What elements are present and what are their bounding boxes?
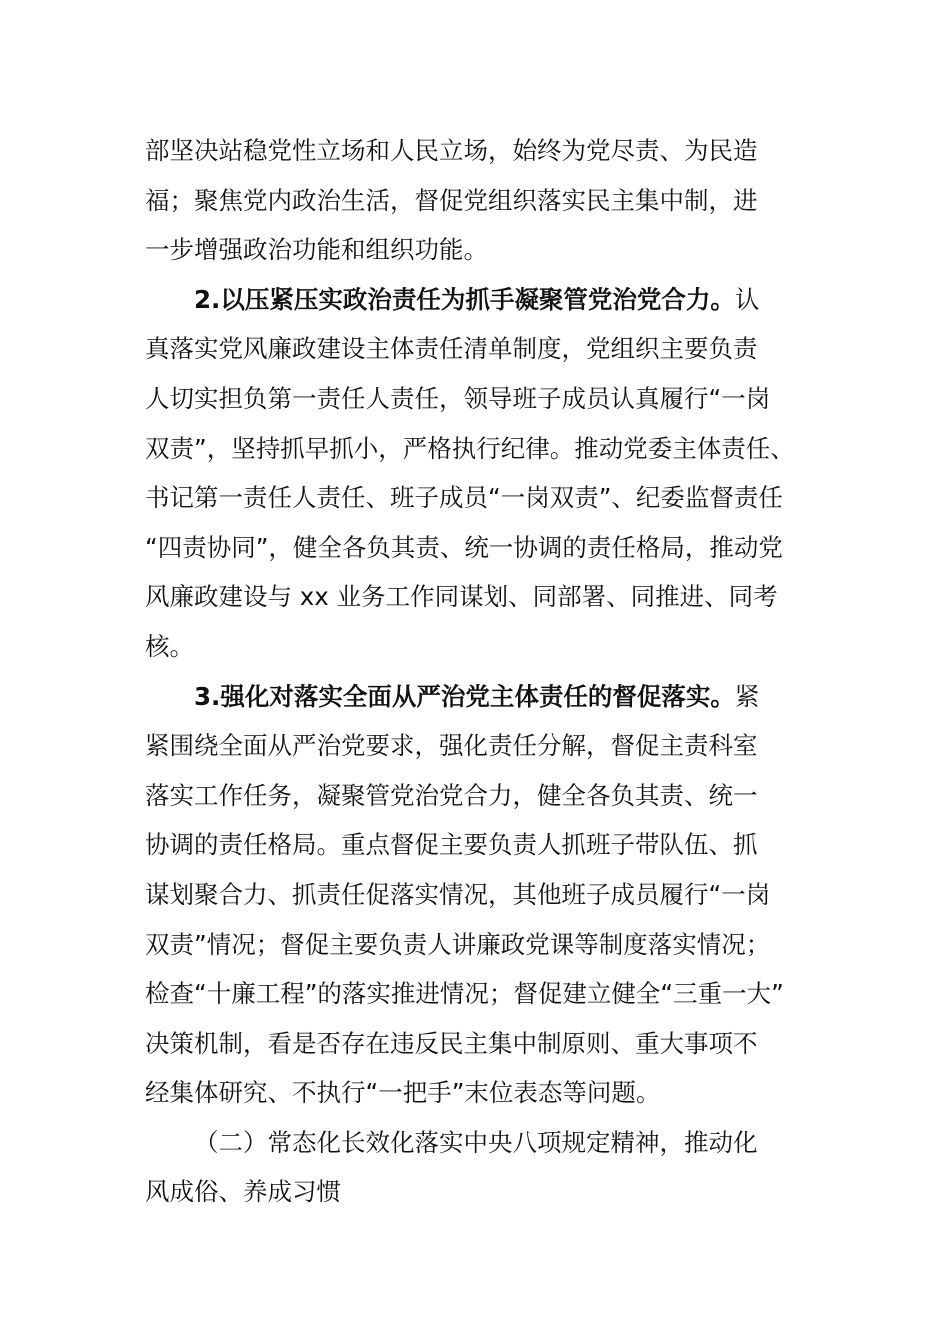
body-line: 谋划聚合力、抓责任促落实情况，其他班子成员履行“一岗 (145, 879, 771, 909)
body-line: 书记第一责任人责任、班子成员“一岗双责”、纪委监督责任 (145, 483, 783, 513)
body-line: 协调的责任格局。重点督促主要负责人抓班子带队伍、抓 (145, 830, 758, 860)
section-heading-line (145, 672, 805, 722)
section-heading-2: 2.以压紧压实政治责任为抓手凝聚管党治党合力。 (194, 284, 735, 314)
body-text: 紧 (734, 681, 760, 711)
body-line: 福；聚焦党内政治生活，督促党组织落实民主集中制，进 (145, 185, 758, 215)
body-line: 决策机制，看是否存在违反民主集中制原则、重大事项不 (145, 1028, 758, 1058)
body-line: 真落实党风廉政建设主体责任清单制度，党组织主要负责 (145, 334, 758, 364)
section-heading-3: 3.强化对落实全面从严治党主体责任的督促落实。 (194, 681, 735, 711)
body-line: “四责协同”，健全各负其责、统一协调的责任格局，推动党 (145, 532, 783, 562)
body-line: 紧围绕全面从严治党要求，强化责任分解，督促主责科室 (145, 731, 758, 761)
body-line: 部坚决站稳党性立场和人民立场，始终为党尽责、为民造 (145, 136, 758, 165)
section-heading-line (145, 275, 805, 325)
document-body (145, 126, 805, 1217)
body-line: 双责”，坚持抓早抓小，严格执行纪律。推动党委主体责任、 (145, 433, 795, 463)
body-line: 一步增强政治功能和组织功能。 (145, 235, 488, 265)
body-text: 认 (734, 284, 760, 314)
body-line: 人切实担负第一责任人责任，领导班子成员认真履行“一岗 (145, 383, 771, 413)
body-line: 检查“十廉工程”的落实推进情况；督促建立健全“三重一大” (145, 979, 784, 1009)
subsection-heading-line: （二）常态化长效化落实中央八项规定精神，推动化 (194, 1127, 758, 1157)
body-line: 核。 (145, 631, 194, 661)
body-line: 风成俗、养成习惯 (145, 1177, 341, 1207)
body-line: 双责”情况；督促主要负责人讲廉政党课等制度落实情况； (145, 929, 771, 959)
body-line: 落实工作任务，凝聚管党治党合力，健全各负其责、统一 (145, 780, 758, 810)
body-line: 经集体研究、不执行“一把手”末位表态等问题。 (145, 1078, 661, 1108)
body-line: 风廉政建设与 xx 业务工作同谋划、同部署、同推进、同考 (145, 582, 778, 612)
